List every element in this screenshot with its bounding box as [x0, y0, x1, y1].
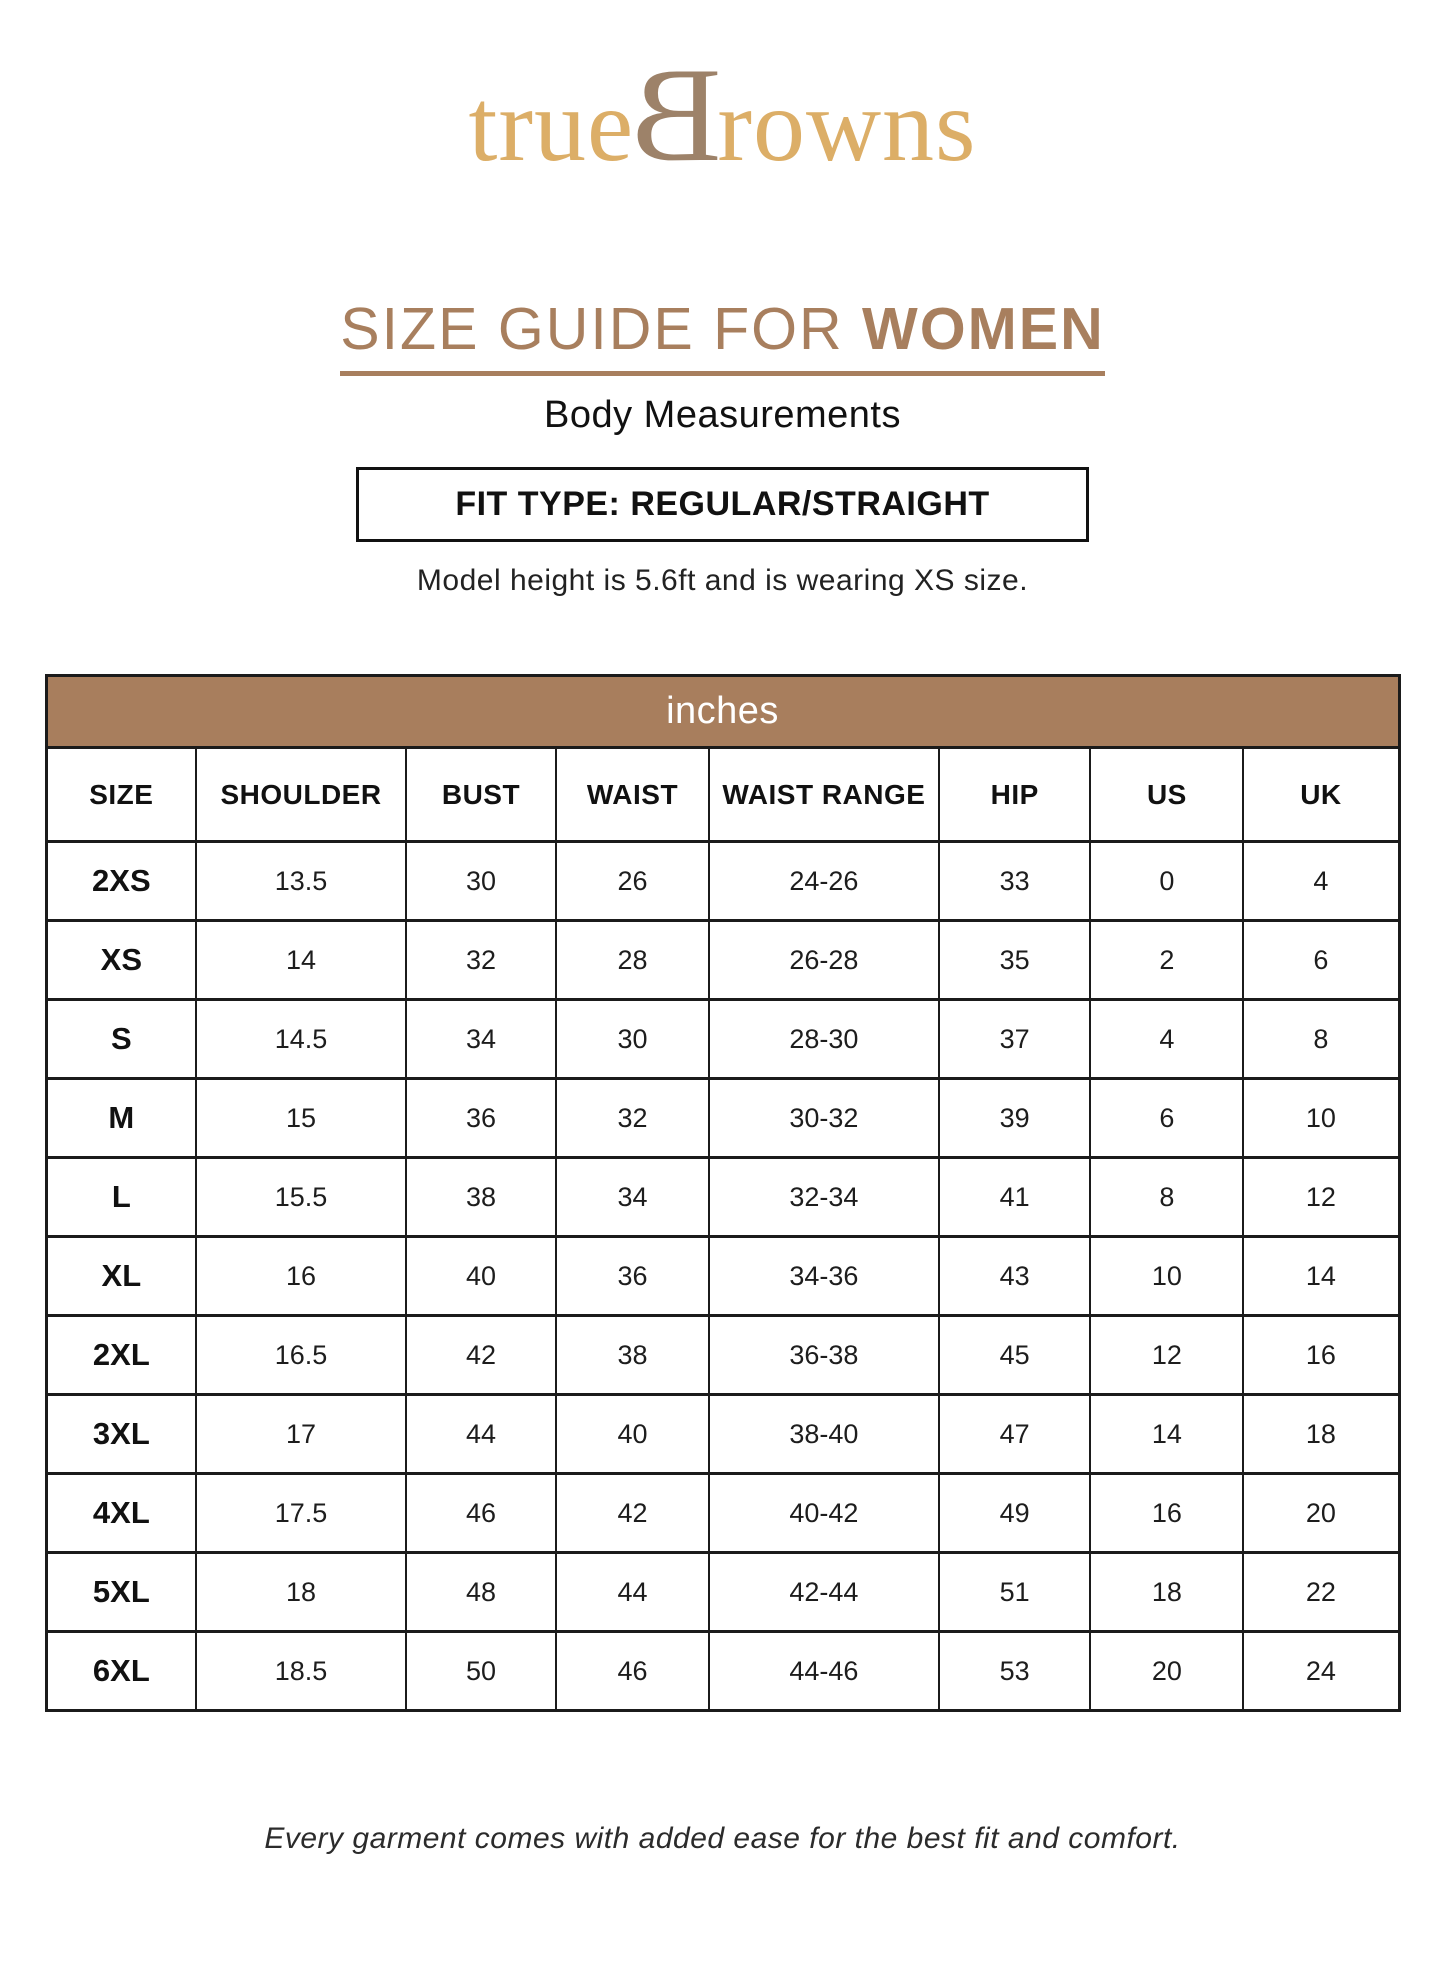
measurement-cell: 16: [196, 1237, 406, 1316]
measurement-cell: 36: [556, 1237, 709, 1316]
column-header-size: SIZE: [46, 748, 196, 842]
measurement-cell: 44-46: [709, 1632, 939, 1711]
measurement-cell: 35: [939, 921, 1091, 1000]
measurement-cell: 8: [1243, 1000, 1399, 1079]
measurement-cell: 44: [556, 1553, 709, 1632]
size-label-cell: M: [46, 1079, 196, 1158]
unit-header-row: [46, 676, 1399, 748]
table-row: [46, 1158, 1399, 1237]
table-row: [46, 842, 1399, 921]
page-title-bold: WOMEN: [862, 296, 1105, 363]
page-subtitle: Body Measurements: [544, 394, 901, 437]
measurement-cell: 42-44: [709, 1553, 939, 1632]
measurement-cell: 45: [939, 1316, 1091, 1395]
measurement-cell: 46: [556, 1632, 709, 1711]
measurement-cell: 42: [556, 1474, 709, 1553]
logo-text-suffix: rowns: [717, 68, 977, 183]
column-header-hip: HIP: [939, 748, 1091, 842]
measurement-cell: 18.5: [196, 1632, 406, 1711]
size-label-cell: XL: [46, 1237, 196, 1316]
column-header-waist: WAIST: [556, 748, 709, 842]
measurement-cell: 39: [939, 1079, 1091, 1158]
measurement-cell: 32: [556, 1079, 709, 1158]
column-header-shoulder: SHOULDER: [196, 748, 406, 842]
measurement-cell: 48: [406, 1553, 556, 1632]
title-wrap: [0, 295, 1445, 376]
measurement-cell: 24: [1243, 1632, 1399, 1711]
table-row: [46, 921, 1399, 1000]
measurement-cell: 30-32: [709, 1079, 939, 1158]
measurement-cell: 4: [1090, 1000, 1243, 1079]
measurement-cell: 43: [939, 1237, 1091, 1316]
measurement-cell: 6: [1243, 921, 1399, 1000]
measurement-cell: 13.5: [196, 842, 406, 921]
measurement-cell: 2: [1090, 921, 1243, 1000]
measurement-cell: 30: [556, 1000, 709, 1079]
size-label-cell: 2XL: [46, 1316, 196, 1395]
measurement-cell: 51: [939, 1553, 1091, 1632]
logo-text-prefix: true: [468, 68, 635, 183]
fit-type-box: FIT TYPE: REGULAR/STRAIGHT: [356, 467, 1088, 542]
size-label-cell: XS: [46, 921, 196, 1000]
footer-note: Every garment comes with added ease for the best fit and comfort.: [264, 1822, 1181, 1855]
measurement-cell: 17: [196, 1395, 406, 1474]
measurement-cell: 0: [1090, 842, 1243, 921]
measurement-cell: 24-26: [709, 842, 939, 921]
measurement-cell: 28-30: [709, 1000, 939, 1079]
measurement-cell: 30: [406, 842, 556, 921]
brand-logo: [0, 0, 1445, 190]
page-title-regular: SIZE GUIDE FOR: [340, 296, 863, 363]
measurement-cell: 26: [556, 842, 709, 921]
measurement-cell: 49: [939, 1474, 1091, 1553]
size-label-cell: 6XL: [46, 1632, 196, 1711]
measurement-cell: 14.5: [196, 1000, 406, 1079]
table-row: [46, 1632, 1399, 1711]
model-height-note: Model height is 5.6ft and is wearing XS size.: [416, 564, 1029, 598]
measurement-cell: 40-42: [709, 1474, 939, 1553]
measurement-cell: 17.5: [196, 1474, 406, 1553]
measurement-cell: 14: [1243, 1237, 1399, 1316]
measurement-cell: 18: [1090, 1553, 1243, 1632]
measurement-cell: 50: [406, 1632, 556, 1711]
measurement-cell: 8: [1090, 1158, 1243, 1237]
table-row: [46, 1553, 1399, 1632]
measurement-cell: 32: [406, 921, 556, 1000]
fit-type-wrap: [0, 467, 1445, 542]
measurement-cell: 10: [1243, 1079, 1399, 1158]
column-header-uk: UK: [1243, 748, 1399, 842]
measurement-cell: 16: [1243, 1316, 1399, 1395]
measurement-cell: 12: [1243, 1158, 1399, 1237]
table-row: [46, 1395, 1399, 1474]
table-row: [46, 1316, 1399, 1395]
size-table: [45, 674, 1401, 1712]
logo-reversed-b: B: [630, 41, 722, 190]
table-row: [46, 1474, 1399, 1553]
measurement-cell: 34-36: [709, 1237, 939, 1316]
page-title: [340, 295, 1104, 376]
column-header-row: [46, 748, 1399, 842]
measurement-cell: 18: [196, 1553, 406, 1632]
unit-header-cell: inches: [46, 676, 1399, 748]
measurement-cell: 10: [1090, 1237, 1243, 1316]
measurement-cell: 4: [1243, 842, 1399, 921]
column-header-bust: BUST: [406, 748, 556, 842]
measurement-cell: 16: [1090, 1474, 1243, 1553]
measurement-cell: 38: [556, 1316, 709, 1395]
measurement-cell: 14: [1090, 1395, 1243, 1474]
measurement-cell: 36-38: [709, 1316, 939, 1395]
measurement-cell: 28: [556, 921, 709, 1000]
measurement-cell: 15: [196, 1079, 406, 1158]
measurement-cell: 42: [406, 1316, 556, 1395]
measurement-cell: 47: [939, 1395, 1091, 1474]
measurement-cell: 20: [1090, 1632, 1243, 1711]
measurement-cell: 14: [196, 921, 406, 1000]
measurement-cell: 53: [939, 1632, 1091, 1711]
size-label-cell: L: [46, 1158, 196, 1237]
column-header-waist-range: WAIST RANGE: [709, 748, 939, 842]
measurement-cell: 44: [406, 1395, 556, 1474]
table-row: [46, 1237, 1399, 1316]
measurement-cell: 12: [1090, 1316, 1243, 1395]
measurement-cell: 20: [1243, 1474, 1399, 1553]
measurement-cell: 38: [406, 1158, 556, 1237]
measurement-cell: 6: [1090, 1079, 1243, 1158]
measurement-cell: 38-40: [709, 1395, 939, 1474]
measurement-cell: 22: [1243, 1553, 1399, 1632]
measurement-cell: 34: [406, 1000, 556, 1079]
size-label-cell: 4XL: [46, 1474, 196, 1553]
size-table-body: [46, 842, 1399, 1711]
table-row: [46, 1079, 1399, 1158]
size-label-cell: 5XL: [46, 1553, 196, 1632]
measurement-cell: 15.5: [196, 1158, 406, 1237]
column-header-us: US: [1090, 748, 1243, 842]
measurement-cell: 46: [406, 1474, 556, 1553]
measurement-cell: 32-34: [709, 1158, 939, 1237]
table-row: [46, 1000, 1399, 1079]
measurement-cell: 37: [939, 1000, 1091, 1079]
measurement-cell: 16.5: [196, 1316, 406, 1395]
measurement-cell: 26-28: [709, 921, 939, 1000]
measurement-cell: 40: [406, 1237, 556, 1316]
size-label-cell: 3XL: [46, 1395, 196, 1474]
measurement-cell: 34: [556, 1158, 709, 1237]
measurement-cell: 36: [406, 1079, 556, 1158]
measurement-cell: 40: [556, 1395, 709, 1474]
size-label-cell: S: [46, 1000, 196, 1079]
measurement-cell: 33: [939, 842, 1091, 921]
measurement-cell: 41: [939, 1158, 1091, 1237]
size-label-cell: 2XS: [46, 842, 196, 921]
measurement-cell: 18: [1243, 1395, 1399, 1474]
